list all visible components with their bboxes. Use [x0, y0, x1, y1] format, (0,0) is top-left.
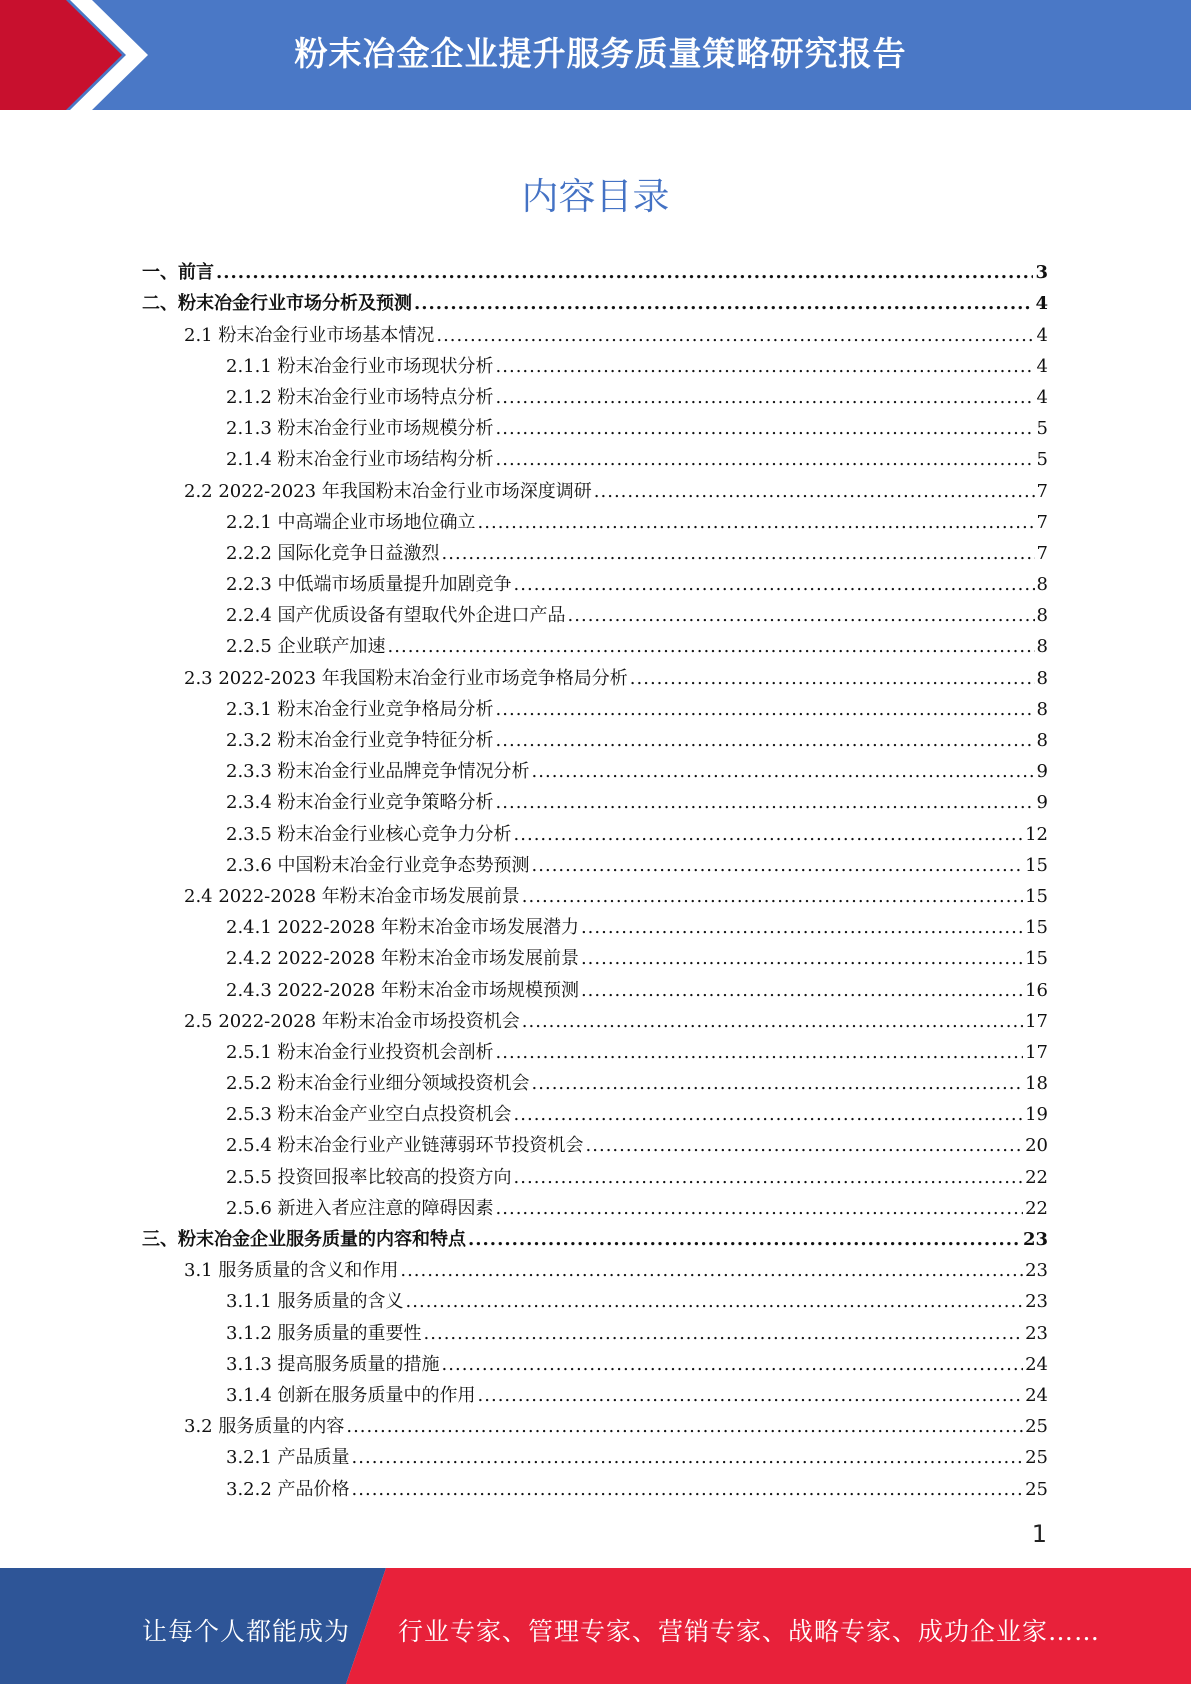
toc-dot-leader [496, 355, 1035, 379]
toc-entry-label: 2.4.2 2022-2028 年粉末冶金市场发展前景 [226, 948, 579, 970]
toc-entry-page: 7 [1036, 542, 1048, 564]
report-title: 粉末冶金企业提升服务质量策略研究报告 [294, 34, 907, 73]
toc-entry-page: 7 [1036, 480, 1048, 502]
toc-dot-leader [514, 573, 1035, 597]
toc-entry-page: 15 [1025, 948, 1048, 970]
toc-dot-leader [496, 729, 1035, 753]
toc-entry-page: 23 [1025, 1322, 1048, 1344]
toc-entry-page: 23 [1025, 1260, 1048, 1282]
toc-entry[interactable] [142, 1408, 1048, 1439]
toc-dot-leader [514, 823, 1024, 847]
toc-entry-page: 16 [1025, 979, 1048, 1001]
toc-entry[interactable] [142, 753, 1048, 784]
toc-entry-page: 15 [1025, 854, 1048, 876]
toc-entry-label: 2.1.3 粉末冶金行业市场规模分析 [226, 418, 494, 440]
header-banner [0, 0, 1191, 110]
toc-entry[interactable] [142, 441, 1048, 472]
toc-entry-label: 2.3.3 粉末冶金行业品牌竞争情况分析 [226, 761, 530, 783]
footer-slogan-left: 让每个人都能成为 [142, 1617, 351, 1646]
toc-entry-page: 24 [1025, 1384, 1048, 1406]
toc-dot-leader [400, 1259, 1023, 1283]
toc-entry[interactable] [142, 1314, 1048, 1345]
toc-dot-leader [581, 947, 1023, 971]
toc-entry-page: 24 [1025, 1353, 1048, 1375]
toc-entry-page: 25 [1025, 1416, 1048, 1438]
toc-dot-leader [522, 1010, 1023, 1034]
toc-entry-label: 2.4.3 2022-2028 年粉末冶金市场规模预测 [226, 979, 579, 1001]
toc-entry-page: 9 [1036, 761, 1048, 783]
toc-dot-leader [496, 1041, 1024, 1065]
toc-entry-label: 2.3.4 粉末冶金行业竞争策略分析 [226, 792, 494, 814]
toc-entry[interactable] [142, 1439, 1048, 1470]
toc-entry[interactable] [142, 472, 1048, 503]
toc-entry-page: 17 [1025, 1010, 1048, 1032]
toc-heading: 内容目录 [521, 175, 670, 218]
toc-entry-page: 8 [1036, 667, 1048, 689]
toc-entry-label: 2.5.3 粉末冶金产业空白点投资机会 [226, 1104, 512, 1126]
toc-entry[interactable] [142, 1283, 1048, 1314]
toc-entry[interactable] [142, 1377, 1048, 1408]
toc-entry-page: 25 [1025, 1447, 1048, 1469]
toc-dot-leader [586, 1134, 1024, 1158]
toc-dot-leader [496, 791, 1035, 815]
footer-slogan-right: 行业专家、管理专家、营销专家、战略专家、成功企业家…… [398, 1617, 1101, 1646]
toc-entry[interactable] [142, 878, 1048, 909]
toc-entry-page: 23 [1022, 1229, 1048, 1250]
toc-dot-leader [424, 1322, 1024, 1346]
toc-entry-label: 2.3.5 粉末冶金行业核心竞争力分析 [226, 823, 512, 845]
toc-entry[interactable] [142, 784, 1048, 815]
toc-dot-leader [496, 698, 1035, 722]
toc-entry-label: 3.2.1 产品质量 [226, 1447, 350, 1469]
toc-dot-leader [581, 979, 1023, 1003]
toc-dot-leader [442, 1353, 1024, 1377]
toc-entry-label: 2.4 2022-2028 年粉末冶金市场发展前景 [184, 885, 520, 907]
toc-entry-label: 2.1.1 粉末冶金行业市场现状分析 [226, 355, 494, 377]
toc-entry-label: 3.1.4 创新在服务质量中的作用 [226, 1384, 476, 1406]
toc-entry-page: 3 [1035, 262, 1048, 284]
toc-dot-leader [514, 1166, 1024, 1190]
toc-entry-label: 2.2.4 国产优质设备有望取代外企进口产品 [226, 605, 566, 627]
toc-entry-label: 2.5 2022-2028 年粉末冶金市场投资机会 [184, 1010, 520, 1032]
toc-entry-label: 2.5.5 投资回报率比较高的投资方向 [226, 1166, 512, 1188]
toc-dot-leader [532, 854, 1024, 878]
toc-entry-label: 2.1.4 粉末冶金行业市场结构分析 [226, 449, 494, 471]
toc-dot-leader [630, 667, 1035, 691]
toc-dot-leader [568, 604, 1035, 628]
toc-entry-label: 2.2.2 国际化竞争日益激烈 [226, 542, 440, 564]
toc-entry-label: 3.1 服务质量的含义和作用 [184, 1260, 399, 1282]
toc-entry-label: 2.3.2 粉末冶金行业竞争特征分析 [226, 730, 494, 751]
toc-entry-page: 9 [1036, 792, 1048, 814]
toc-entry[interactable] [142, 504, 1048, 535]
toc-dot-leader [388, 635, 1035, 659]
toc-entry-page: 22 [1025, 1166, 1048, 1188]
toc-entry[interactable] [142, 659, 1048, 690]
toc-dot-leader [532, 760, 1035, 784]
toc-entry-page: 23 [1025, 1291, 1048, 1313]
toc-entry-page: 22 [1025, 1197, 1048, 1219]
toc-entry[interactable] [142, 348, 1048, 379]
toc-entry[interactable] [142, 1158, 1048, 1189]
toc-dot-leader [352, 1478, 1024, 1502]
toc-entry-label: 2.2.5 企业联产加速 [226, 636, 386, 658]
toc-entry-page: 8 [1036, 730, 1048, 751]
toc-entry-label: 3.1.2 服务质量的重要性 [226, 1322, 422, 1344]
toc-entry-label: 3.2.2 产品价格 [226, 1478, 350, 1500]
toc-entry-label: 三、粉末冶金企业服务质量的内容和特点 [142, 1229, 466, 1250]
toc-dot-leader [594, 480, 1035, 504]
toc-entry-page: 7 [1036, 511, 1048, 533]
toc-entry-page: 5 [1036, 418, 1048, 440]
toc-entry-label: 2.5.2 粉末冶金行业细分领域投资机会 [226, 1073, 530, 1095]
toc-entry-page: 4 [1036, 355, 1048, 377]
toc-entry[interactable] [142, 691, 1048, 722]
toc-entry[interactable] [142, 628, 1048, 659]
toc-entry-page: 4 [1036, 386, 1048, 408]
toc-entry[interactable] [142, 1127, 1048, 1158]
toc-dot-leader [514, 1103, 1024, 1127]
toc-entry[interactable] [142, 1470, 1048, 1501]
toc-entry-label: 2.3 2022-2023 年我国粉末冶金行业市场竞争格局分析 [184, 667, 628, 689]
toc-entry[interactable] [142, 285, 1048, 316]
toc-entry-label: 2.1.2 粉末冶金行业市场特点分析 [226, 386, 494, 408]
toc-entry[interactable] [142, 1096, 1048, 1127]
page-number: 1 [1031, 1520, 1047, 1548]
toc-dot-leader [581, 916, 1023, 940]
toc-dot-leader [442, 542, 1035, 566]
toc-dot-leader [522, 885, 1023, 909]
toc-entry[interactable] [142, 254, 1048, 285]
table-of-contents [142, 254, 1048, 1502]
toc-entry-page: 15 [1025, 917, 1048, 939]
toc-dot-leader [346, 1415, 1023, 1439]
toc-entry[interactable] [142, 1252, 1048, 1283]
toc-dot-leader [496, 1197, 1024, 1221]
toc-dot-leader [496, 386, 1035, 410]
toc-entry-label: 二、粉末冶金行业市场分析及预测 [142, 293, 412, 315]
toc-entry-label: 3.2 服务质量的内容 [184, 1416, 345, 1438]
toc-entry-page: 8 [1036, 605, 1048, 627]
toc-dot-leader [478, 511, 1035, 535]
toc-entry[interactable] [142, 971, 1048, 1002]
toc-entry[interactable] [142, 1003, 1048, 1034]
toc-entry[interactable] [142, 847, 1048, 878]
toc-entry-page: 8 [1036, 574, 1048, 596]
toc-dot-leader [496, 448, 1035, 472]
toc-entry[interactable] [142, 566, 1048, 597]
toc-dot-leader [436, 324, 1034, 348]
toc-entry-label: 2.5.6 新进入者应注意的障碍因素 [226, 1197, 494, 1219]
toc-entry-label: 2.4.1 2022-2028 年粉末冶金市场发展潜力 [226, 917, 579, 939]
toc-dot-leader [468, 1228, 1021, 1252]
toc-entry[interactable] [142, 410, 1048, 441]
toc-entry-page: 8 [1036, 698, 1048, 720]
toc-entry-label: 2.3.1 粉末冶金行业竞争格局分析 [226, 698, 494, 720]
toc-entry-page: 15 [1025, 885, 1048, 907]
toc-entry-page: 18 [1025, 1073, 1048, 1095]
toc-entry-page: 4 [1036, 324, 1048, 346]
toc-entry-label: 2.1 粉末冶金行业市场基本情况 [184, 324, 435, 346]
header-arrow-icon [0, 0, 160, 110]
toc-entry-label: 3.1.3 提高服务质量的措施 [226, 1353, 440, 1375]
toc-entry-label: 一、前言 [142, 262, 214, 284]
toc-entry-page: 25 [1025, 1478, 1048, 1500]
toc-entry[interactable] [142, 940, 1048, 971]
toc-dot-leader [216, 261, 1033, 285]
toc-entry[interactable] [142, 597, 1048, 628]
toc-entry-page: 19 [1025, 1104, 1048, 1126]
toc-entry-label: 2.5.4 粉末冶金行业产业链薄弱环节投资机会 [226, 1135, 584, 1157]
toc-entry[interactable] [142, 909, 1048, 940]
toc-entry-page: 8 [1036, 636, 1048, 658]
toc-dot-leader [414, 292, 1033, 316]
toc-entry-label: 3.1.1 服务质量的含义 [226, 1291, 404, 1313]
toc-entry[interactable] [142, 1034, 1048, 1065]
toc-entry-label: 2.2 2022-2023 年我国粉末冶金行业市场深度调研 [184, 480, 592, 502]
toc-entry[interactable] [142, 316, 1048, 347]
toc-entry[interactable] [142, 535, 1048, 566]
toc-entry-page: 17 [1025, 1041, 1048, 1063]
toc-entry-page: 5 [1036, 449, 1048, 471]
toc-dot-leader [352, 1446, 1024, 1470]
toc-entry[interactable] [142, 1221, 1048, 1252]
toc-entry-page: 20 [1025, 1135, 1048, 1157]
toc-entry[interactable] [142, 1346, 1048, 1377]
toc-entry-label: 2.2.1 中高端企业市场地位确立 [226, 511, 476, 533]
toc-entry-page: 4 [1035, 293, 1048, 315]
toc-dot-leader [532, 1072, 1024, 1096]
toc-entry[interactable] [142, 379, 1048, 410]
toc-entry-label: 2.3.6 中国粉末冶金行业竞争态势预测 [226, 854, 530, 876]
toc-dot-leader [496, 417, 1035, 441]
toc-entry-page: 12 [1025, 823, 1048, 845]
footer-banner [0, 1568, 1191, 1684]
toc-entry-label: 2.5.1 粉末冶金行业投资机会剖析 [226, 1041, 494, 1063]
toc-entry-label: 2.2.3 中低端市场质量提升加剧竞争 [226, 574, 512, 596]
toc-dot-leader [478, 1384, 1024, 1408]
toc-entry[interactable] [142, 722, 1048, 753]
toc-entry[interactable] [142, 1190, 1048, 1221]
toc-entry[interactable] [142, 1065, 1048, 1096]
toc-dot-leader [406, 1290, 1024, 1314]
toc-entry[interactable] [142, 815, 1048, 846]
